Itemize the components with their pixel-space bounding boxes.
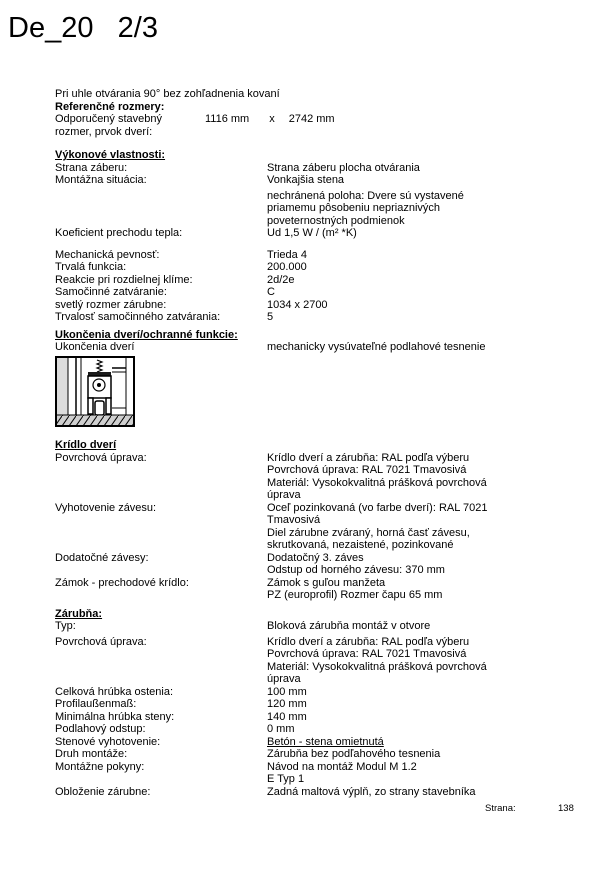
spec-value-line: Vonkajšia stena: [267, 174, 345, 186]
dimension-separator: x: [269, 113, 275, 125]
spec-row: [55, 162, 580, 175]
spec-row: [55, 261, 580, 274]
spec-value-line: 140 mm: [267, 710, 307, 723]
spec-value-line: Ud 1,5 W / (m² *K): [267, 227, 357, 239]
spec-value-line: Bloková zárubňa montáž v otvore: [267, 620, 431, 632]
dimension-width: 1116 mm: [205, 113, 250, 125]
section-heading-performance: Výkonové vlastnosti:: [55, 149, 166, 161]
spec-label: Reakcie pri rozdielnej klíme:: [55, 273, 193, 286]
spec-row: [55, 249, 580, 262]
page-title: De_20 2/3: [8, 12, 158, 44]
spec-row: [55, 190, 580, 228]
spec-values: [267, 698, 580, 711]
spec-values: [267, 174, 580, 187]
document-body: [55, 88, 580, 798]
spec-values: [267, 311, 580, 324]
spec-label: svetlý rozmer zárubne:: [55, 298, 167, 311]
spec-row: [55, 286, 580, 299]
spec-values: [267, 341, 580, 354]
spec-values: [267, 748, 580, 761]
footer-page-number: 138: [558, 803, 574, 814]
spec-label: Trvalá funkcia:: [55, 261, 127, 273]
spec-values: [267, 723, 580, 736]
recommended-dimension-row: [55, 113, 580, 126]
wall-strip: [57, 358, 68, 415]
spec-value-line: mechanicky vysúvateľné podlahové tesnenie: [267, 341, 486, 353]
spec-row: [55, 174, 580, 187]
section-heading-door-leaf: Krídlo dverí: [55, 439, 117, 451]
spec-values: [267, 502, 580, 552]
section-frame: [55, 608, 580, 799]
spec-values: [267, 711, 580, 724]
spec-value-line: Zámok s guľou manžeta: [267, 576, 386, 589]
spec-sections: [55, 149, 580, 798]
spec-value-line: C: [267, 286, 275, 298]
section-heading-frame: Zárubňa:: [55, 607, 103, 620]
spec-value-line: Tmavosivá: [267, 514, 321, 526]
spec-value-line: Materiál: Vysokokvalitná prášková povrchová: [267, 660, 487, 673]
spec-value-line: skrutkovaná, nezaistené, pozinkované: [267, 539, 454, 551]
spec-row: [55, 711, 580, 724]
spec-row: [55, 577, 580, 602]
reference-dimensions-heading: Referenčné rozmery:: [55, 100, 165, 113]
spec-label: Samočinné zatváranie:: [55, 286, 167, 298]
spec-value-line: 2d/2e: [267, 273, 295, 286]
spec-row: [55, 736, 580, 749]
spec-values: [267, 761, 580, 786]
spec-value-line: Dodatočný 3. záves: [267, 551, 364, 564]
dimension-values: [205, 113, 335, 126]
spec-row: [55, 620, 580, 633]
spec-row: [55, 748, 580, 761]
spec-values: [267, 274, 580, 287]
door-seal-cross-section-image: [55, 356, 135, 427]
spec-label: Dodatočné závesy:: [55, 551, 149, 564]
spec-label: Podlahový odstup:: [55, 723, 146, 735]
spec-value-line: PZ (europrofil) Rozmer čapu 65 mm: [267, 589, 443, 601]
spec-value-line: poveternostných podmienok: [267, 214, 405, 227]
spec-row: [55, 761, 580, 786]
spec-value-line: Zárubňa bez podľahového tesnenia: [267, 748, 441, 760]
spec-value-line: Trieda 4: [267, 248, 307, 261]
footer-page-label: Strana:: [485, 803, 516, 814]
spec-row: [55, 274, 580, 287]
spec-value-line: Materiál: Vysokokvalitná prášková povrchová: [267, 476, 487, 489]
spec-value-line: E Typ 1: [267, 773, 305, 785]
spec-row: [55, 227, 580, 240]
spec-label: Obloženie zárubne:: [55, 785, 151, 798]
section-performance: [55, 149, 580, 324]
intro-note: Pri uhle otvárania 90° bez zohľadnenia kovaní: [55, 88, 280, 100]
spec-values: [267, 577, 580, 602]
spec-value-line: úprava: [267, 489, 301, 501]
spec-values: [267, 286, 580, 299]
spec-values: [267, 552, 580, 577]
spec-label: Minimálna hrúbka steny:: [55, 710, 175, 723]
spec-values: [267, 227, 580, 240]
spec-row: [55, 698, 580, 711]
spec-values: [267, 686, 580, 699]
spec-label: Montážna situácia:: [55, 174, 147, 186]
spec-row: [55, 552, 580, 577]
spec-values: [267, 452, 580, 502]
spec-label: Povrchová úprava:: [55, 451, 147, 464]
spec-label: Druh montáže:: [55, 748, 128, 760]
spec-value-line: Zadná maltová výplň, zo strany stavebníka: [267, 785, 476, 798]
spec-row: [55, 636, 580, 686]
spec-value-line: Oceľ pozinkovaná (vo farbe dverí): RAL 7021: [267, 501, 488, 514]
spec-value-line: Odstup od horného závesu: 370 mm: [267, 564, 445, 576]
spec-values: [267, 786, 580, 799]
spec-value-line: úprava: [267, 673, 301, 685]
spec-values: [267, 261, 580, 274]
spec-value-line: 100 mm: [267, 685, 307, 698]
spec-label: [55, 190, 267, 228]
spec-value-line: Krídlo dverí a zárubňa: RAL podľa výberu: [267, 635, 470, 648]
spec-value-line: Návod na montáž Modul M 1.2: [267, 760, 417, 773]
spec-label: Koeficient prechodu tepla:: [55, 227, 183, 239]
dimension-label-line2: rozmer, prvok dverí:: [55, 125, 153, 138]
spec-label: Vyhotovenie závesu:: [55, 501, 157, 514]
spec-row: [55, 786, 580, 799]
spec-label: Typ:: [55, 620, 76, 632]
spec-value-line: Povrchová úprava: RAL 7021 Tmavosivá: [267, 648, 467, 660]
door-seal-diagram: [55, 356, 580, 431]
spec-label: Mechanická pevnosť:: [55, 248, 160, 261]
intro-block: [55, 88, 580, 138]
spec-value-line: Strana záberu plocha otvárania: [267, 161, 420, 174]
section-heading-door-endings: Ukončenia dverí/ochranné funkcie:: [55, 328, 238, 341]
spec-value-line: Krídlo dverí a zárubňa: RAL podľa výberu: [267, 451, 470, 464]
spec-value-line: 200.000: [267, 261, 307, 273]
section-door-endings: [55, 329, 580, 431]
spec-values: [267, 620, 580, 633]
spec-label: Celková hrúbka ostenia:: [55, 685, 174, 698]
spec-row: [55, 341, 580, 354]
dimension-height: 2742 mm: [288, 113, 335, 125]
spec-values: [267, 636, 580, 686]
spec-value-line: 120 mm: [267, 698, 307, 710]
spec-label: Ukončenia dverí: [55, 341, 135, 353]
spec-row: [55, 502, 580, 552]
spec-value-line: 1034 x 2700: [267, 298, 328, 311]
spec-label: Povrchová úprava:: [55, 635, 147, 648]
spec-row: [55, 452, 580, 502]
spec-label: Strana záberu:: [55, 161, 128, 174]
spec-value-line: Betón - stena omietnutá: [267, 735, 384, 748]
spec-label: Montážne pokyny:: [55, 760, 145, 773]
spec-label: Profilaußenmaß:: [55, 698, 137, 710]
drop-seal: [95, 401, 104, 415]
spec-values: [267, 299, 580, 312]
spec-row: [55, 311, 580, 324]
spec-values: [267, 162, 580, 175]
spec-value-line: 0 mm: [267, 723, 295, 735]
spec-label: Stenové vyhotovenie:: [55, 735, 161, 748]
spec-value-line: Povrchová úprava: RAL 7021 Tmavosivá: [267, 464, 467, 476]
dimension-label-line1: Odporučený stavebný: [55, 113, 163, 125]
section-door-leaf: [55, 439, 580, 602]
spec-values: [267, 190, 580, 228]
spec-label: Zámok - prechodové krídlo:: [55, 576, 189, 589]
spec-value-line: Diel zárubne zváraný, horná časť závesu,: [267, 526, 470, 539]
spec-value-line: 5: [267, 311, 274, 323]
spec-value-line: priamemu pôsobeniu nepriaznivých: [267, 202, 441, 214]
spec-values: [267, 736, 580, 749]
spec-label: Trvalosť samočinného zatvárania:: [55, 311, 221, 323]
spec-row: [55, 299, 580, 312]
spec-row: [55, 723, 580, 736]
spec-row: [55, 686, 580, 699]
spec-values: [267, 249, 580, 262]
spec-value-line: nechránená poloha: Dvere sú vystavené: [267, 189, 464, 202]
